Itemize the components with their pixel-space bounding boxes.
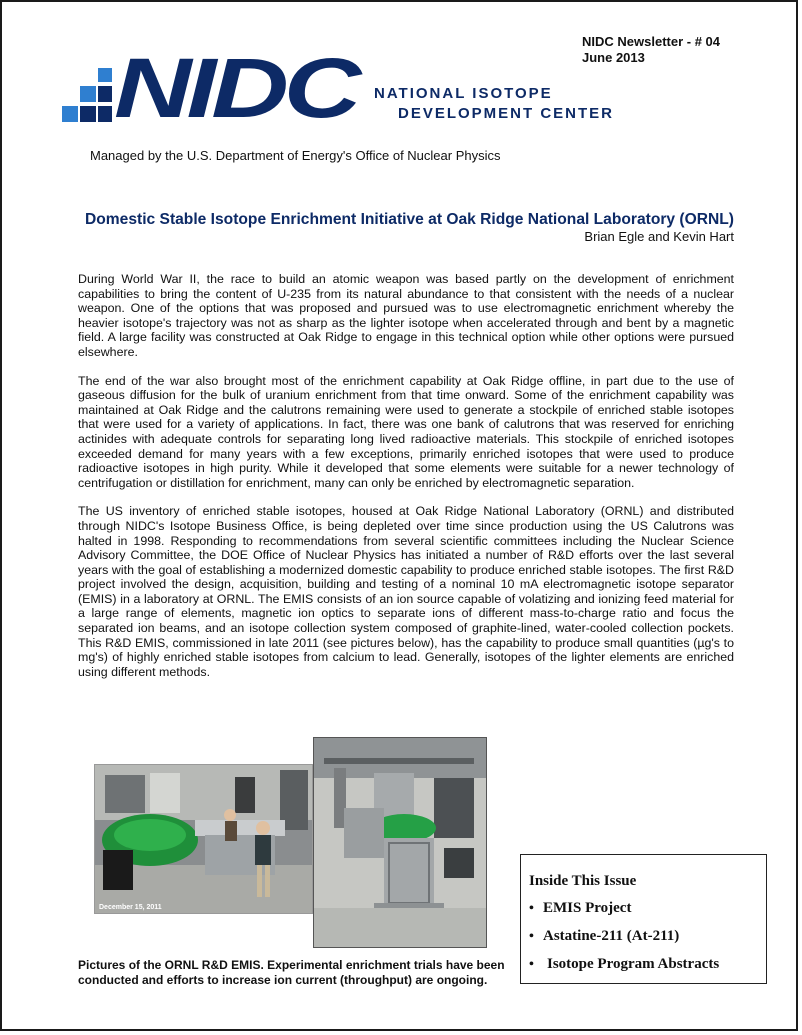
inside-item-label: Isotope Program Abstracts bbox=[547, 956, 720, 972]
photo-lab-illustration bbox=[95, 765, 312, 913]
inside-item-abstracts[interactable] bbox=[529, 956, 766, 973]
inside-list bbox=[529, 900, 766, 973]
bullet-icon: • bbox=[529, 928, 534, 944]
managed-by-line: Managed by the U.S. Department of Energy's Office of Nuclear Physics bbox=[90, 148, 501, 163]
photo-overhead-illustration bbox=[314, 738, 486, 947]
emis-photo-lab bbox=[94, 764, 313, 914]
inside-item-astatine[interactable] bbox=[529, 928, 766, 945]
article-body bbox=[78, 272, 734, 693]
logo-tagline-line2: DEVELOPMENT CENTER bbox=[398, 105, 615, 122]
article-paragraph: During World War II, the race to build an atomic weapon was based partly on the development of enrichment capabilities to bring the content of U-235 from its natural abundance to that consistent with the needs of a nuclear weapon. One of the options that was proposed and pursued was to use electromagnetic enrichment whereby the heavier isotope's trajectory was not as sharp as the lighter isotope when accelerated through and bent by a magnetic field. A large facility was constructed at Oak Ridge to engage in this technical option while other options were pursued elsewhere. bbox=[78, 272, 734, 359]
logo-wordmark: NIDC bbox=[114, 41, 357, 135]
emis-photo-overhead bbox=[313, 737, 487, 948]
inside-item-label: Astatine-211 (At-211) bbox=[543, 928, 680, 944]
logo-squares-icon bbox=[62, 60, 112, 130]
bullet-icon: • bbox=[529, 956, 534, 972]
inside-item-emis[interactable] bbox=[529, 900, 766, 917]
issue-number: NIDC Newsletter - # 04 bbox=[582, 34, 720, 49]
inside-heading: Inside This Issue bbox=[529, 873, 637, 889]
inside-this-issue-box bbox=[520, 854, 767, 984]
article-authors: Brian Egle and Kevin Hart bbox=[584, 229, 734, 244]
article-paragraph: The US inventory of enriched stable isotopes, housed at Oak Ridge National Laboratory (ORNL) and distributed through NIDC's Isotope Business Office, is being depleted over time since production using the US Calutrons was halted in 1998. Responding to recommendations from several scientific committees including the Nuclear Science Advisory Committee, the DOE Office of Nuclear Physics has initiated a number of R&D efforts over the last several years with the goal of establishing a modernized domestic capability to produce enriched stable isotopes. The first R&D project involved the design, acquisition, building and testing of a nominal 10 mA electromagnetic isotope separator (EMIS) in a laboratory at ORNL. The EMIS consists of an ion source capable of volatizing and ionizing feed material for a large range of elements, magnetic ion optics to separate ions of different mass-to-charge ratio and focus the separated ion beams, and an isotope collection system composed of graphite-lined, water-cooled collection pockets. This R&D EMIS, commissioned in late 2011 (see pictures below), has the capability to produce small quantities (µg's to mg's) of highly enriched stable isotopes from calcium to lead. Generally, isotopes of the lighter elements are enriched using different methods. bbox=[78, 504, 734, 679]
logo-tagline bbox=[374, 84, 614, 124]
issue-date: June 2013 bbox=[582, 50, 645, 65]
article-title: Domestic Stable Isotope Enrichment Initiative at Oak Ridge National Laboratory (ORNL) bbox=[85, 211, 734, 228]
photo-caption: Pictures of the ORNL R&D EMIS. Experimental enrichment trials have been conducted and efforts to increase ion current (throughput) are ongoing. bbox=[78, 958, 505, 987]
inside-item-label: EMIS Project bbox=[543, 900, 632, 916]
photo-date-stamp: December 15, 2011 bbox=[99, 904, 162, 911]
article-paragraph: The end of the war also brought most of the enrichment capability at Oak Ridge offline, in part due to the use of gaseous diffusion for the bulk of uranium enrichment from that time onward. Some of the enrichment capability was maintained at Oak Ridge and the calutrons remaining were used to generate a stockpile of enriched stable isotopes that were used for a variety of applications. In fact, there was one bank of calutrons that was reserved for enriching actinides with adequate controls for separating long lived radioactive materials. This stockpile of enriched isotopes exceeded demand for many years with a few exceptions, primarily enriched isotopes that were used to produce radioactive isotopes in high purity. While it developed that some elements were suitable for a newer technology of centrifugation or distillation for enrichment, many can only be enriched by electromagnetic separation. bbox=[78, 373, 734, 490]
bullet-icon: • bbox=[529, 900, 534, 916]
logo-tagline-line1: NATIONAL ISOTOPE bbox=[374, 85, 553, 102]
